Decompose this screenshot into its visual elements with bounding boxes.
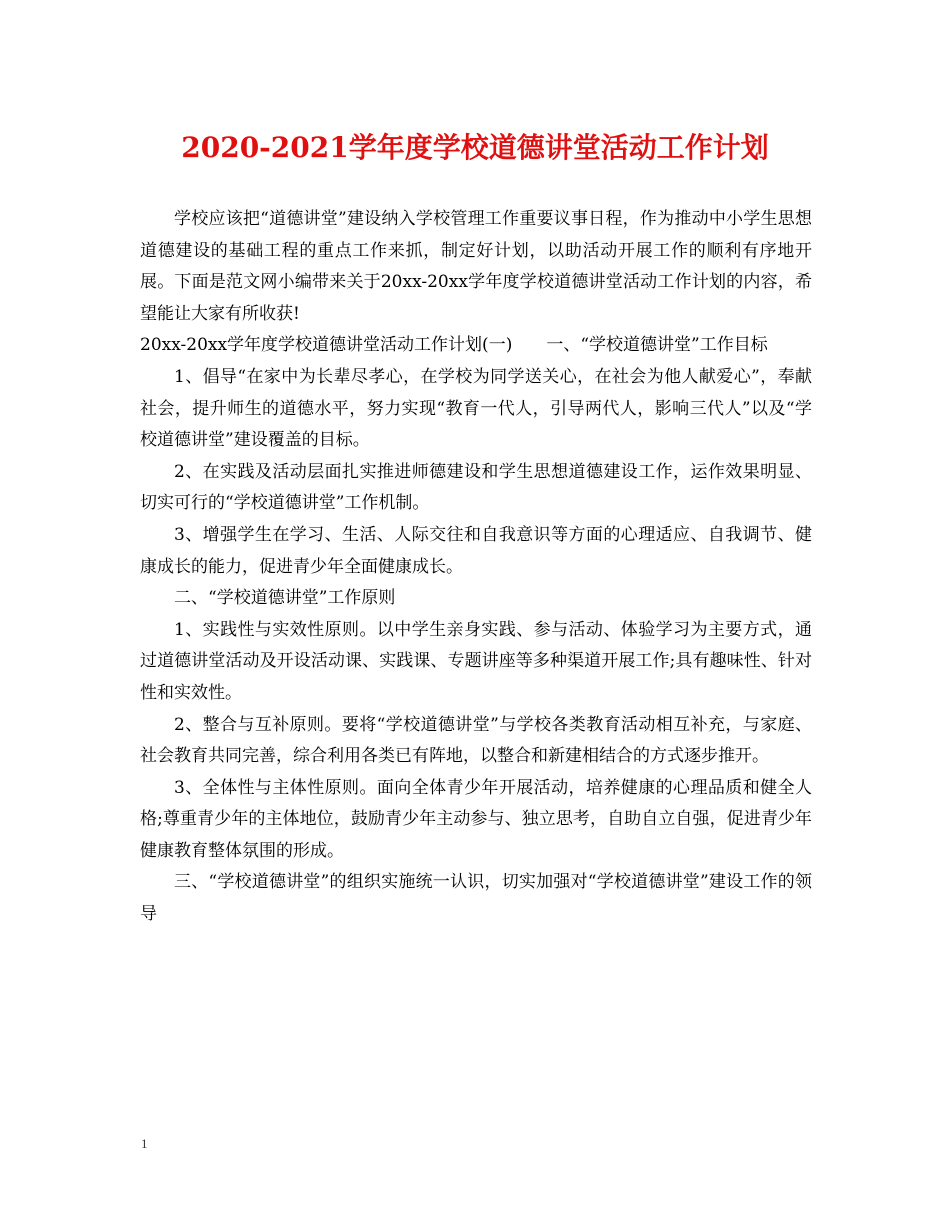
principles-heading: 二、“学校道德讲堂”工作原则 <box>174 588 396 609</box>
page-number: 1 <box>141 1136 148 1151</box>
principle-item-1: 1、实践性与实效性原则。以中学生亲身实践、参与活动、体验学习为主要方式，通过道德讲堂活动及开设活动课、实践课、专题讲座等多种渠道开展工作;具有趣味性、针对性和实效性。 <box>140 619 812 703</box>
principle-item-3: 3、全体性与主体性原则。面向全体青少年开展活动，培养健康的心理品质和健全人格;尊重青少年的主体地位，鼓励青少年主动参与、独立思考，自助自立自强，促进青少年健康教育整体氛围的形成。 <box>140 777 812 861</box>
goal-item-2: 2、在实践及活动层面扎实推进师德建设和学生思想道德建设工作，运作效果明显、切实可行的“学校道德讲堂”工作机制。 <box>140 461 812 514</box>
principle-item-2: 2、整合与互补原则。要将“学校道德讲堂”与学校各类教育活动相互补充，与家庭、社会教育共同完善，综合利用各类已有阵地，以整合和新建相结合的方式逐步推开。 <box>140 714 812 767</box>
goal-item-3: 3、增强学生在学习、生活、人际交往和自我意识等方面的心理适应、自我调节、健康成长的能力，促进青少年全面健康成长。 <box>140 524 812 577</box>
intro-paragraph: 学校应该把“道德讲堂”建设纳入学校管理工作重要议事日程，作为推动中小学生思想道德建设的基础工程的重点工作来抓，制定好计划，以助活动开展工作的顺利有序地开展。下面是范文网小编带来关于20xx-20xx学年度学校道德讲堂活动工作计划的内容，希望能让大家有所收获! <box>140 209 812 324</box>
organization-heading: 三、“学校道德讲堂”的组织实施统一认识，切实加强对“学校道德讲堂”建设工作的领导 <box>140 872 812 925</box>
goal-item-1: 1、倡导“在家中为长辈尽孝心，在学校为同学送关心，在社会为他人献爱心”，奉献社会，提升师生的道德水平，努力实现“教育一代人，引导两代人，影响三代人”以及“学校道德讲堂”建设覆盖的目标。 <box>140 366 812 451</box>
document-title: 2020-2021学年度学校道德讲堂活动工作计划 <box>181 131 769 164</box>
section-heading-paragraph: 20xx-20xx学年度学校道德讲堂活动工作计划(一) 一、“学校道德讲堂”工作目标 <box>140 335 768 356</box>
document-body <box>140 204 812 931</box>
